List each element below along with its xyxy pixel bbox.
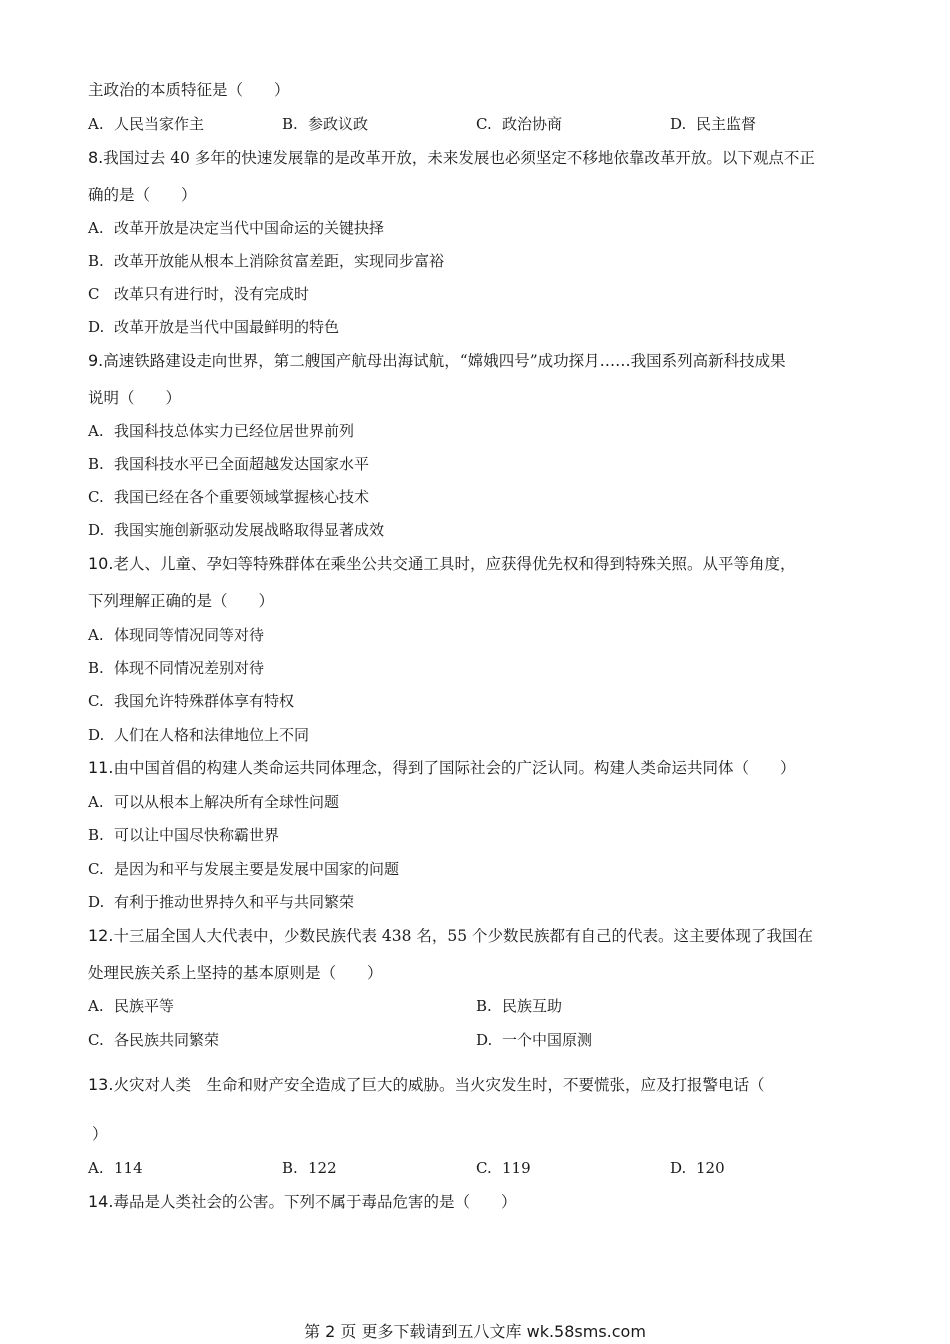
q9-option-b (88, 454, 369, 474)
option-text: 我国科技水平已全面超越发达国家水平 (114, 455, 370, 473)
option-text: 我国已经在各个重要领域掌握核心技术 (114, 488, 370, 506)
option-text: 可以从根本上解决所有全球性问题 (114, 793, 340, 811)
option-letter: B. (282, 1159, 298, 1177)
option-letter: B. (88, 826, 104, 844)
q13-option-c (476, 1158, 531, 1178)
q8-option-c (88, 284, 309, 304)
q12-option-c (88, 1030, 219, 1050)
option-letter: D. (670, 1159, 687, 1177)
q12-option-a (88, 996, 174, 1016)
question-text: 十三届全国人大代表中，少数民族代表 438 名，55 个少数民族都有自己的代表。这主要体现了我国在 (113, 927, 814, 945)
q11-option-c (88, 859, 399, 879)
option-letter: B. (476, 997, 492, 1015)
q9-stem-line2: 说明（ ） (88, 389, 182, 407)
option-text: 119 (502, 1159, 531, 1177)
q12-option-d (476, 1030, 592, 1050)
q7-option-c (476, 114, 562, 134)
option-text: 民族平等 (114, 997, 175, 1015)
q10-stem-line2: 下列理解正确的是（ ） (88, 592, 275, 610)
option-letter: D. (88, 521, 105, 539)
question-number: 11. (88, 758, 114, 777)
question-number: 9. (88, 351, 104, 370)
option-text: 120 (696, 1159, 725, 1177)
option-text: 我国科技总体实力已经位居世界前列 (114, 422, 355, 440)
q8-option-b (88, 251, 444, 271)
option-text: 114 (114, 1159, 143, 1177)
option-text: 人民当家作主 (114, 115, 205, 133)
option-text: 我国允许特殊群体享有特权 (114, 692, 295, 710)
q10-option-c (88, 691, 294, 711)
q8-stem-line2: 确的是（ ） (88, 186, 197, 204)
option-letter: C. (88, 488, 104, 506)
q10-option-a (88, 625, 264, 645)
option-text: 人们在人格和法律地位上不同 (114, 726, 310, 744)
q10-option-b (88, 658, 264, 678)
option-text: 是因为和平与发展主要是发展中国家的问题 (114, 860, 400, 878)
q12-stem-line1 (88, 926, 813, 946)
question-number: 8. (88, 148, 104, 167)
q12-stem-line2: 处理民族关系上坚持的基本原则是（ ） (88, 964, 383, 982)
option-letter: A. (88, 997, 104, 1015)
option-text: 参政议政 (308, 115, 369, 133)
question-text: 由中国首倡的构建人类命运共同体理念，得到了国际社会的广泛认同。构建人类命运共同体（ ） (113, 759, 796, 777)
question-number: 14. (88, 1192, 114, 1211)
q7-option-b (282, 114, 368, 134)
q13-stem-line2: ） (92, 1125, 108, 1143)
option-text: 民族互助 (502, 997, 563, 1015)
q9-stem-line1 (88, 351, 786, 371)
option-letter: D. (88, 893, 105, 911)
option-letter: D. (88, 318, 105, 336)
question-text: 火灾对人类 生命和财产安全造成了巨大的威胁。当火灾发生时，不要慌张，应及打报警电话（ (113, 1076, 765, 1094)
option-text: 民主监督 (696, 115, 757, 133)
option-text: 改革开放是当代中国最鲜明的特色 (114, 318, 340, 336)
option-letter: A. (88, 626, 104, 644)
q11-option-a (88, 792, 339, 812)
option-text: 可以让中国尽快称霸世界 (114, 826, 280, 844)
option-letter: A. (88, 793, 104, 811)
option-text: 政治协商 (502, 115, 563, 133)
option-letter: C. (88, 692, 104, 710)
option-letter: C. (476, 115, 492, 133)
q13-option-a (88, 1158, 143, 1178)
option-letter: D. (670, 115, 687, 133)
question-number: 10. (88, 554, 114, 573)
option-text: 各民族共同繁荣 (114, 1031, 220, 1049)
q13-option-b (282, 1158, 337, 1178)
option-text: 体现不同情况差别对待 (114, 659, 265, 677)
question-text: 老人、儿童、孕妇等特殊群体在乘坐公共交通工具时，应获得优先权和得到特殊关照。从平等角度， (113, 555, 796, 573)
option-letter: C. (88, 860, 104, 878)
page-footer: 第 2 页 更多下载请到五八文库 wk.58sms.com (304, 1322, 646, 1341)
option-text: 122 (308, 1159, 337, 1177)
q11-stem-line1 (88, 758, 795, 778)
option-letter: A. (88, 115, 104, 133)
q8-option-d (88, 317, 339, 337)
option-letter: C (88, 285, 100, 303)
option-letter: B. (282, 115, 298, 133)
q11-option-d (88, 892, 354, 912)
option-text: 我国实施创新驱动发展战略取得显著成效 (114, 521, 385, 539)
option-text: 体现同等情况同等对待 (114, 626, 265, 644)
question-text: 毒品是人类社会的公害。下列不属于毒品危害的是（ ） (113, 1193, 517, 1211)
option-text: 有利于推动世界持久和平与共同繁荣 (114, 893, 355, 911)
option-letter: B. (88, 659, 104, 677)
option-letter: D. (476, 1031, 493, 1049)
q10-option-d (88, 725, 309, 745)
option-letter: D. (88, 726, 105, 744)
q9-option-a (88, 421, 354, 441)
question-text: 高速铁路建设走向世界，第二艘国产航母出海试航，“嫦娥四号”成功探月……我国系列高新科技成果 (103, 352, 786, 370)
q8-option-a (88, 218, 384, 238)
question-text: 我国过去 40 多年的快速发展靠的是改革开放，未来发展也必须坚定不移地依靠改革开放。以下观点不正 (103, 149, 815, 167)
q9-option-c (88, 487, 369, 507)
option-letter: A. (88, 422, 104, 440)
q14-stem-line1 (88, 1192, 516, 1212)
q9-option-d (88, 520, 384, 540)
q8-stem-line1 (88, 148, 815, 168)
q7-option-a (88, 114, 204, 134)
option-text: 改革只有进行时，没有完成时 (114, 285, 310, 303)
q10-stem-line1 (88, 554, 795, 574)
option-letter: B. (88, 455, 104, 473)
question-number: 12. (88, 926, 114, 945)
option-letter: C. (476, 1159, 492, 1177)
q13-option-d (670, 1158, 725, 1178)
q11-option-b (88, 825, 279, 845)
option-text: 改革开放能从根本上消除贫富差距，实现同步富裕 (114, 252, 445, 270)
q12-option-b (476, 996, 562, 1016)
option-letter: A. (88, 219, 104, 237)
question-number: 13. (88, 1075, 114, 1094)
option-text: 一个中国原测 (502, 1031, 593, 1049)
q7-option-d (670, 114, 756, 134)
option-letter: A. (88, 1159, 104, 1177)
option-text: 改革开放是决定当代中国命运的关键抉择 (114, 219, 385, 237)
option-letter: B. (88, 252, 104, 270)
q7-stem-continuation: 主政治的本质特征是（ ） (88, 81, 290, 99)
option-letter: C. (88, 1031, 104, 1049)
q13-stem-line1 (88, 1075, 764, 1095)
